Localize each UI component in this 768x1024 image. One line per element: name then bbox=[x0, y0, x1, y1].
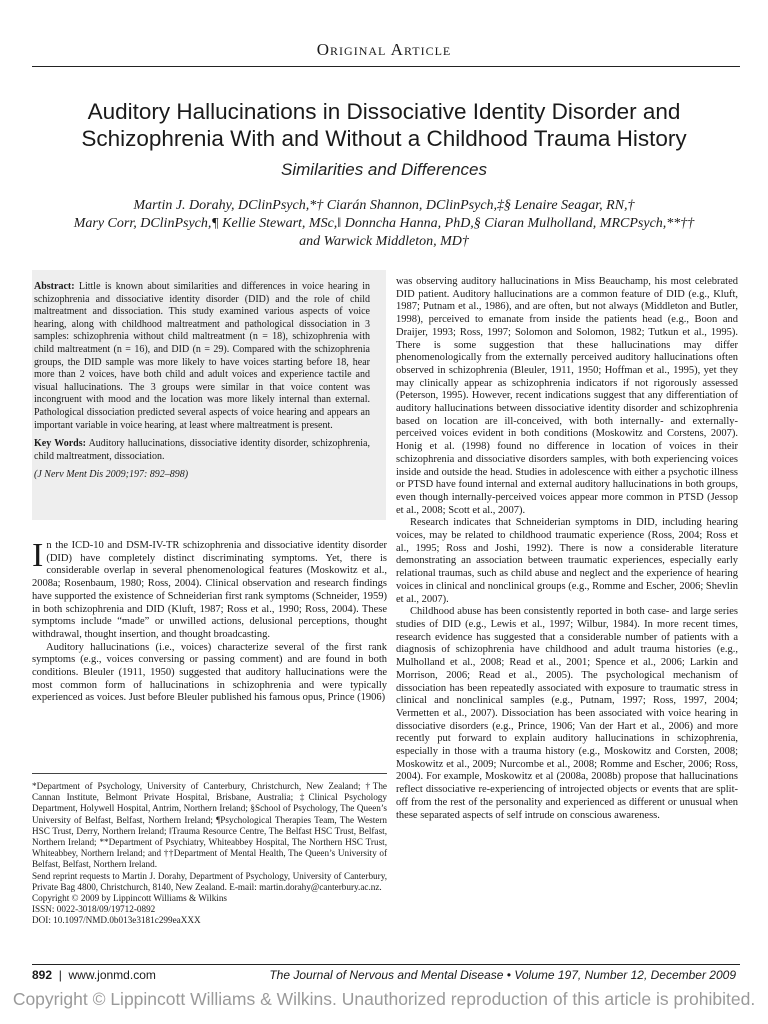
body-column-right bbox=[396, 276, 738, 822]
article-subtitle: Similarities and Differences bbox=[281, 160, 487, 179]
copyright-watermark: Copyright © Lippincott Williams & Wilkins. Unauthorized reproduction of this article is prohibited. bbox=[12, 989, 756, 1009]
author-list bbox=[20, 197, 748, 251]
affiliations-footnote: *Department of Psychology, University of Canterbury, Christchurch, New Zealand; †The Cannan Institute, Belmont Private Hospital, Brisbane, Australia; ‡Clinical Psychology Department, Holywell Hospital, Antrim, Northern Ireland; §School of Psychology, The Queen’s University of Belfast, Belfast, Northern Ireland; ¶Psychological Therapies Team, The Western HSC Trust, Derry, Northern Ireland; ‖Trauma Resource Centre, The Belfast HSC Trust, Belfast, Northern Ireland; **Department of Psychiatry, Whiteabbey Hospital, The Northern HSC Trust, Whiteabbey, Northern Ireland; and ††Department of Mental Health, The Queen’s University of Belfast, Belfast, Northern Ireland. bbox=[32, 781, 387, 870]
body-column-left bbox=[32, 537, 387, 705]
footer-left bbox=[32, 968, 156, 982]
article-title: Auditory Hallucinations in Dissociative Identity Disorder and Schizophrenia With and Without a Childhood Trauma History bbox=[81, 99, 687, 151]
page-number: 892 bbox=[32, 968, 53, 982]
body-paragraph: Research indicates that Schneiderian symptoms in DID, including hearing voices, may be related to childhood traumatic experience (Ross, 2004; Ross et al., 1995; Ross and Joshi, 1992). There is now a considerable literature demonstrating an association between traumatic experiences, especially early relational traumas, such as child abuse and neglect and the experience of hearing voices in clinical and nonclinical groups (e.g., Romme and Escher, 2006; Shevlin et al., 2007). bbox=[396, 517, 738, 605]
doi-line: DOI: 10.1097/NMD.0b013e3181c299eaXXX bbox=[32, 915, 201, 926]
abstract-text: Little is known about similarities and differences in voice hearing in schizophrenia and dissociative identity disorder (DID) and the role of child maltreatment and dissociation. This study examined various aspects of voice hearing, along with childhood maltreatment and pathological dissociation in 3 samples: schizophrenia without child maltreatment (n = 18), schizophrenia with child maltreatment (n = 16), and DID (n = 29). Compared with the schizophrenia groups, the DID sample was more likely to have voices starting before 18, hear more than 2 voices, have both child and adult voices and experience tactile and visual hallucinations. The 3 groups were similar in that voice content was incongruent with mood and the location was more likely internal than external. Pathological dissociation predicted several aspects of voice hearing and appears an important variable in voice hearing, at least where maltreatment is present. bbox=[34, 281, 371, 431]
abstract bbox=[34, 281, 370, 482]
citation: (J Nerv Ment Dis 2009;197: 892–898) bbox=[34, 469, 189, 481]
footnotes bbox=[32, 781, 387, 927]
author-line: and Warwick Middleton, MD† bbox=[299, 234, 469, 249]
issn-line: ISSN: 0022-3018/09/19712-0892 bbox=[32, 904, 156, 915]
author-line: Martin J. Dorahy, DClinPsych,*† Ciarán Shannon, DClinPsych,‡§ Lenaire Seagar, RN,† bbox=[133, 198, 635, 213]
body-paragraph: Auditory hallucinations (i.e., voices) characterize several of the first rank symptoms (e.g., voices conversing or passing comment) and are found in both conditions. Bleuler (1911, 1950) suggested that auditory hallucinations were the most common form of hallucinations in schizophrenia and were typically experienced as voices. Just before Bleuler published his famous opus, Prince (1906) bbox=[32, 641, 387, 704]
section-label: Original Article bbox=[316, 40, 452, 59]
copyright-line: Copyright © 2009 by Lippincott Williams & Wilkins bbox=[32, 893, 228, 904]
journal-url[interactable]: www.jonmd.com bbox=[68, 968, 156, 982]
keywords: Auditory hallucinations, dissociative identity disorder, schizophrenia, child maltreatment, dissociation. bbox=[34, 438, 370, 462]
drop-cap: I bbox=[32, 537, 44, 574]
header-rule bbox=[32, 66, 740, 67]
reprint-footnote: Send reprint requests to Martin J. Dorahy, Department of Psychology, University of Canterbury, Private Bag 4800, Christchurch, 8140, New Zealand. E-mail: martin.dorahy@canterbury.ac.nz. bbox=[32, 870, 387, 892]
footer-rule bbox=[32, 964, 740, 965]
body-paragraph: was observing auditory hallucinations in Miss Beauchamp, his most celebrated DID patient. Auditory hallucinations are a common feature of DID (e.g., Kluft, 1987; Putnam et al., 1986), and are often, but not always (Middleton and Butler, 1998), perceived to emanate from inside the patients head (e.g., Boon and Draijer, 1993; Ross, 1997; Solomon and Solomon, 1982; Tutkun et al., 1995). There is some suggestion that these hallucinations may differ phenomenologically from the externally perceived auditory hallucinations often observed in schizophrenia (Bleuler, 1911, 1950; Hoffman et al., 1995), yet they may clinically appear as schizophrenia indicators if not rigorously assessed (Peterson, 1995). However, recent indications suggest that any differentiation of auditory hallucinations between dissociative identity disorder and schizophrenia based on location are ill-conceived, with both internally- and externally-perceived voices evident in both conditions (Moskowitz and Corstens, 2007). Honig et al. (1998) found no difference in location of voices in their schizophrenia and dissociative disorders samples, with both experiencing voices inside and outside the head. Studies in adolescence with either a psychotic illness or PTSD have found internal and external auditory hallucinations in both groups, even though internally-perceived voices appear more common in PTSD (Jessop et al., 2008; Scott et al., 2007). bbox=[396, 276, 738, 516]
footer-separator: | bbox=[58, 968, 62, 982]
author-line: Mary Corr, DClinPsych,¶ Kellie Stewart, MSc,‖ Donncha Hanna, PhD,§ Ciaran Mulholland, MRCPsych,**†† bbox=[73, 216, 695, 231]
abstract-label: Abstract: bbox=[34, 281, 75, 292]
body-paragraph: Childhood abuse has been consistently reported in both case- and large series studies of DID (e.g., Lewis et al., 1997; Wilbur, 1984). In more recent times, research evidence has suggested that a considerable number of patients with a diagnosis of schizophrenia have childhood and adult trauma histories (e.g., Mulholland et al., 2008; Read et al., 2001; Spence et al., 2006; Larkin and Morrison, 2006; Read et al., 2005). The psychological mechanism of dissociation has been repeatedly associated with exposure to traumatic stress in clinical and nonclinical samples (e.g., Putnam, 1997; Ross, 1997, 2004; Vermetten et al., 2007). Dissociation has been associated with voice hearing in dissociative disorders (e.g., Prince, 1906; Van der Hart et al., 2006) and more recently put forward to explain auditory hallucinations in schizophrenia, especially in those with a trauma history (e.g., Moskowitz and Corsten, 2008; Moskowitz et al., 2009; Nurcombe et al., 2008; Romme and Escher, 2006; Ross, 2004). For example, Moskowitz et al (2008a, 2008b) propose that hallucinations reflect dissociative re-experiencing of introjected objects or events that are split-off from the rest of the personality and experienced as different or unusual when these separated aspects of self intrude on conscious awareness. bbox=[396, 606, 738, 821]
keywords-label: Key Words: bbox=[34, 438, 86, 450]
body-paragraph: n the ICD-10 and DSM-IV-TR schizophrenia and dissociative identity disorder (DID) have completely distinct discriminating symptoms. Yet, there is considerable overlap in several phenomenological features (Moskowitz et al., 2008a; Rosenbaum, 1980; Ross, 2004). Clinical observation and research findings have supported the existence of Schneiderian first rank symptoms (Schneider, 1959) in both schizophrenia and DID (Kluft, 1987; Ross et al., 1990; Ross, 2004). These symptoms include “made” or unwilled actions, delusional perceptions, thought withdrawal, thought insertion, and thought broadcasting. bbox=[32, 540, 387, 640]
footnote-rule bbox=[32, 773, 387, 774]
journal-info: The Journal of Nervous and Mental Disease • Volume 197, Number 12, December 2009 bbox=[269, 968, 736, 982]
